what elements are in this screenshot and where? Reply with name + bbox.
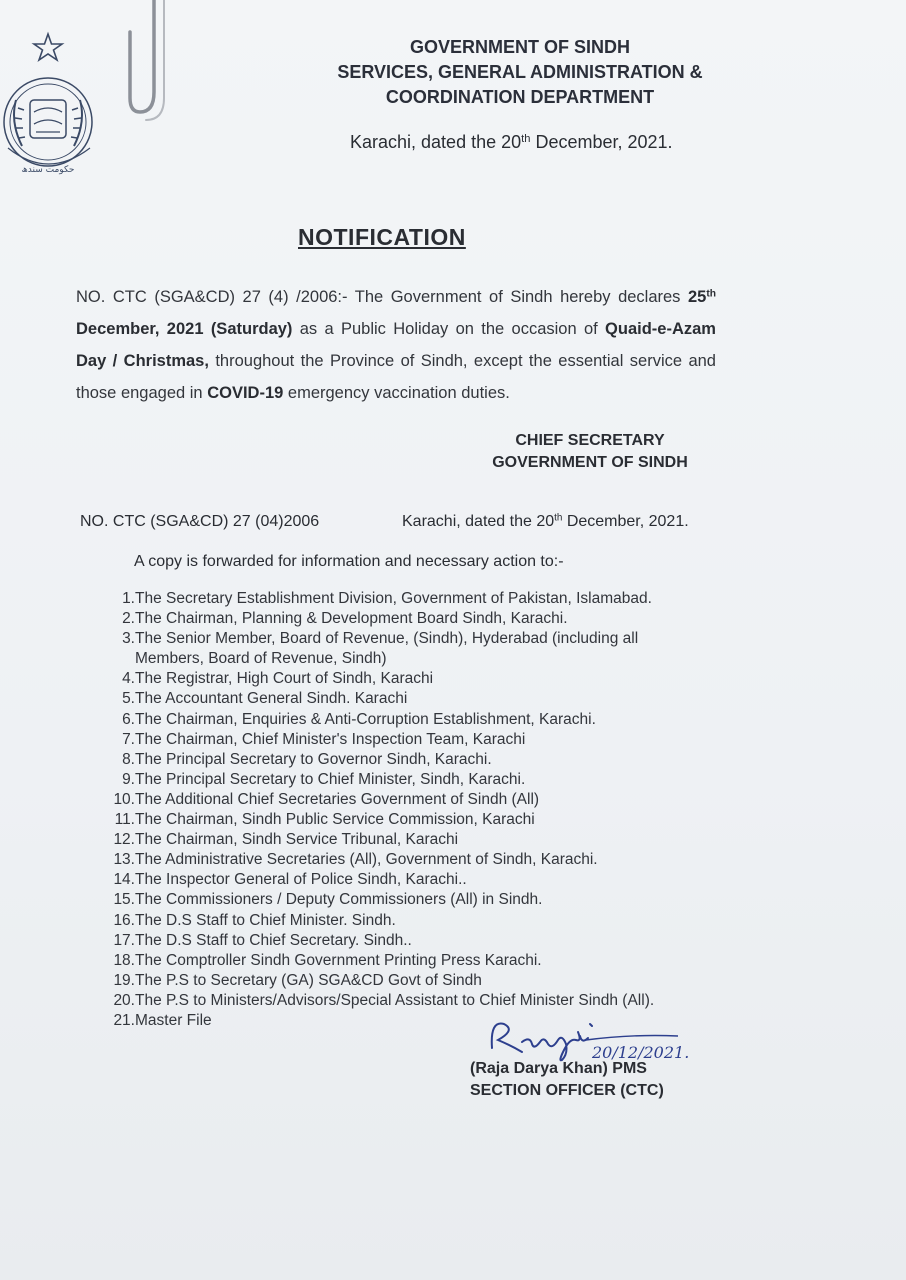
distribution-item xyxy=(104,669,694,689)
signatory1-title: CHIEF SECRETARY xyxy=(515,432,665,449)
item-number: 9. xyxy=(122,770,135,788)
item-number: 14. xyxy=(113,871,135,889)
heading-line-3: COORDINATION DEPARTMENT xyxy=(385,87,655,107)
item-text: The Secretary Establishment Division, Government of Pakistan, Islamabad. xyxy=(135,590,652,607)
item-number: 1. xyxy=(122,590,135,607)
signatory1-org: GOVERNMENT OF SINDH xyxy=(492,454,688,471)
header-date: Karachi, dated the 20th December, 2021. xyxy=(350,132,673,152)
distribution-item xyxy=(104,609,694,629)
distribution-item xyxy=(104,750,694,770)
government-seal-icon xyxy=(0,30,104,180)
item-number: 21. xyxy=(113,1011,135,1029)
item-text: The Senior Member, Board of Revenue, (Sindh), Hyderabad (including all Members, Board of Revenue, Sindh) xyxy=(135,630,639,668)
item-text: The Principal Secretary to Chief Minister, Sindh, Karachi. xyxy=(135,770,526,788)
distribution-item xyxy=(104,710,694,730)
item-number: 8. xyxy=(122,750,135,768)
covid-label: COVID-19 xyxy=(207,384,284,402)
item-text: Master File xyxy=(135,1011,212,1029)
item-text: The D.S Staff to Chief Minister. Sindh. xyxy=(135,911,396,929)
distribution-item xyxy=(104,911,694,931)
item-text: The Registrar, High Court of Sindh, Karachi xyxy=(135,670,434,688)
chief-secretary-signatory xyxy=(440,430,740,474)
item-number: 2. xyxy=(122,610,135,628)
item-text: The Principal Secretary to Governor Sindh, Karachi. xyxy=(135,750,492,768)
item-number: 16. xyxy=(113,911,135,929)
notification-ref: NO. CTC (SGA&CD) 27 (4) /2006:- xyxy=(76,288,348,306)
item-number: 11. xyxy=(114,811,135,829)
endorsement-ref: NO. CTC (SGA&CD) 27 (04)2006 xyxy=(80,513,320,530)
signatory2-title: SECTION OFFICER (CTC) xyxy=(470,1082,664,1099)
item-number: 13. xyxy=(113,851,135,869)
item-number: 10. xyxy=(113,790,135,808)
section-officer-signatory xyxy=(470,1058,664,1102)
notification-title: NOTIFICATION xyxy=(298,224,466,250)
signatory2-name: (Raja Darya Khan) PMS xyxy=(470,1060,647,1077)
item-number: 7. xyxy=(122,730,135,748)
distribution-item xyxy=(104,890,694,910)
paper-clip-icon xyxy=(124,0,176,125)
distribution-item xyxy=(104,850,694,870)
distribution-item xyxy=(104,790,694,810)
item-text: The Accountant General Sindh. Karachi xyxy=(135,690,408,708)
distribution-item xyxy=(104,589,694,609)
item-number: 4. xyxy=(122,670,135,688)
item-text: The P.S to Secretary (GA) SGA&CD Govt of Sindh xyxy=(135,971,482,989)
holiday-date: 25th December, 2021 (Saturday) xyxy=(76,288,716,338)
item-text: The Chairman, Chief Minister's Inspection Team, Karachi xyxy=(135,730,526,748)
item-text: The Inspector General of Police Sindh, Karachi.. xyxy=(135,871,467,889)
signature-date: 20/12/2021. xyxy=(592,1043,690,1062)
distribution-list xyxy=(104,589,694,1031)
item-number: 3. xyxy=(122,630,135,648)
svg-text:حکومت سندھ: حکومت سندھ xyxy=(21,165,75,175)
item-number: 15. xyxy=(113,891,135,909)
item-text: The Chairman, Planning & Development Board Sindh, Karachi. xyxy=(135,610,568,628)
item-text: The Chairman, Enquiries & Anti-Corruption Establishment, Karachi. xyxy=(135,710,596,728)
heading-line-1: GOVERNMENT OF SINDH xyxy=(409,37,630,57)
item-number: 18. xyxy=(113,951,135,969)
distribution-item xyxy=(104,730,694,750)
endorsement-date: Karachi, dated the 20th December, 2021. xyxy=(402,512,689,530)
item-text: The P.S to Ministers/Advisors/Special Assistant to Chief Minister Sindh (All). xyxy=(135,991,655,1009)
item-number: 17. xyxy=(113,931,135,949)
item-text: The Administrative Secretaries (All), Government of Sindh, Karachi. xyxy=(135,851,598,869)
item-number: 5. xyxy=(122,690,135,708)
notification-body: NO. CTC (SGA&CD) 27 (4) /2006:- The Government of Sindh hereby declares 25th December, 2021 (Saturday) as a Public Holiday on the occasion of Quaid-e-Azam Day / Christmas, throughout the Province of Sindh, except the essential service and those engaged in COVID-19 emergency vaccination duties. xyxy=(76,288,716,402)
distribution-item xyxy=(104,810,694,830)
distribution-item xyxy=(104,629,694,669)
item-number: 12. xyxy=(113,831,135,849)
item-text: The Chairman, Sindh Public Service Commission, Karachi xyxy=(135,811,535,829)
distribution-item xyxy=(104,770,694,790)
item-text: The Commissioners / Deputy Commissioners (All) in Sindh. xyxy=(135,891,543,909)
item-text: The Additional Chief Secretaries Government of Sindh (All) xyxy=(135,790,540,808)
distribution-item xyxy=(104,870,694,890)
distribution-item xyxy=(104,931,694,951)
item-text: The Comptroller Sindh Government Printing Press Karachi. xyxy=(135,951,542,969)
distribution-item xyxy=(104,830,694,850)
distribution-item xyxy=(104,951,694,971)
item-number: 20. xyxy=(113,991,135,1009)
item-number: 19. xyxy=(113,971,135,989)
distribution-item xyxy=(104,991,694,1011)
heading-line-2: SERVICES, GENERAL ADMINISTRATION & xyxy=(337,62,703,82)
distribution-item xyxy=(104,689,694,709)
department-heading xyxy=(300,35,740,110)
item-number: 6. xyxy=(122,710,135,728)
holiday-occasion: Quaid-e-Azam Day / Christmas, xyxy=(76,320,716,370)
item-text: The Chairman, Sindh Service Tribunal, Karachi xyxy=(135,831,459,849)
item-text: The D.S Staff to Chief Secretary. Sindh.. xyxy=(135,931,412,949)
forward-text: A copy is forwarded for information and necessary action to:- xyxy=(134,553,564,570)
distribution-item xyxy=(104,971,694,991)
